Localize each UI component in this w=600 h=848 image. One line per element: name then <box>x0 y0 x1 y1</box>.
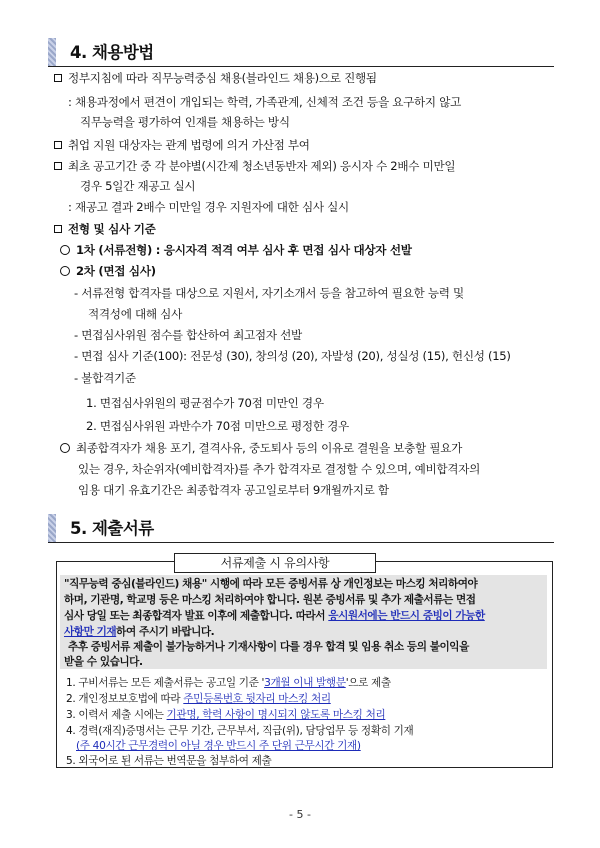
circle-bullet-icon <box>60 443 70 453</box>
notice-highlight: 사항만 기재 <box>64 626 117 638</box>
notice-title: 서류제출 시 유의사항 <box>174 553 376 573</box>
doc-list-highlight: 기관명, 학력 사항이 명시되지 않도록 마스킹 처리 <box>166 709 386 721</box>
notice-highlight: 응시원서에는 반드시 증빙이 가능한 <box>328 610 485 622</box>
doc-list-item: 5. 외국어로 된 서류는 번역문을 첨부하여 제출 <box>66 755 272 767</box>
circle-item-3-cont: 있는 경우, 차순위자(예비합격자)를 추가 합격자로 결정할 수 있으며, 예비합격자의 <box>78 462 480 476</box>
section-marker-icon <box>48 514 56 542</box>
square-bullet-icon <box>54 141 62 149</box>
sub-line: : 재공고 결과 2배수 미만일 경우 지원자에 대한 심사 실시 <box>68 200 349 214</box>
circle-item-1: 1차 (서류전형) : 응시자격 적격 여부 심사 후 면접 심사 대상자 선발 <box>60 242 412 258</box>
section-4-title: 4. 채용방법 <box>70 43 154 62</box>
circle-item-2: 2차 (면접 심사) <box>60 263 156 279</box>
page-number: - 5 - <box>289 808 311 821</box>
notice-line: "직무능력 중심(블라인드) 채용" 시행에 따라 모든 증빙서류 상 개인정보는 마스킹 처리하여야 <box>64 578 478 590</box>
circle-item-3: 최종합격자가 채용 포기, 결격사유, 중도퇴사 등의 이유로 결원을 보충할 필요가 <box>60 440 462 456</box>
notice-line: 받을 수 있습니다. <box>64 656 143 668</box>
doc-list-item: 3. 이력서 제출 시에는 기관명, 학력 사항이 명시되지 않도록 마스킹 처리 <box>66 709 386 721</box>
square-bullet-icon <box>54 162 62 170</box>
dash-line-cont: 적격성에 대해 심사 <box>88 307 182 321</box>
doc-list-item: 1. 구비서류는 모든 제출서류는 공고일 기준 '3개월 이내 발행분'으로 제출 <box>66 677 391 689</box>
section-marker-icon <box>48 38 56 66</box>
notice-line: 사항만 기재하여 주시기 바랍니다. <box>64 626 215 638</box>
bullet-line-criteria: 전형 및 심사 기준 <box>54 221 156 237</box>
bullet-line: 취업 지원 대상자는 관계 법령에 의거 가산점 부여 <box>54 137 310 153</box>
bullet-line: 최초 공고기간 중 각 분야별(시간제 청소년동반자 제외) 응시자 수 2배수 미만일 <box>54 158 455 174</box>
sub-line: : 채용과정에서 편견이 개입되는 학력, 가족관계, 신체적 조건 등을 요구하지 않고 <box>68 95 462 109</box>
fail-criterion-2: 2. 면접심사위원 과반수가 70점 미만으로 평정한 경우 <box>86 419 349 433</box>
doc-list-item: 4. 경력(재직)증명서는 근무 기간, 근무부서, 직급(위), 담당업무 등 정확히 기재 <box>66 725 414 737</box>
sub-line: 직무능력을 평가하여 인재를 채용하는 방식 <box>80 115 290 129</box>
circle-bullet-icon <box>60 266 70 276</box>
notice-line: 하며, 기관명, 학교명 등은 마스킹 처리하여야 합니다. 원본 증빙서류 및 추가 제출서류는 면접 <box>64 594 476 606</box>
square-bullet-icon <box>54 74 62 82</box>
fail-criterion-1: 1. 면접심사위원의 평균점수가 70점 미만인 경우 <box>86 396 324 410</box>
section-4-header <box>48 36 554 67</box>
doc-list-highlight: (주 40시간 근무경력이 아닐 경우 반드시 주 단위 근무시간 기재) <box>76 740 361 752</box>
sub-line: 경우 5일간 재공고 실시 <box>80 179 196 193</box>
circle-item-3-cont: 임용 대기 유효기간은 최종합격자 공고일로부터 9개월까지로 함 <box>78 483 389 497</box>
doc-list-highlight: 주민등록번호 뒷자리 마스킹 처리 <box>183 693 331 705</box>
dash-line: - 면접심사위원 점수를 합산하여 최고점자 선발 <box>74 328 302 342</box>
circle-bullet-icon <box>60 245 70 255</box>
square-bullet-icon <box>54 225 62 233</box>
doc-list-highlight: 3개월 이내 발행분 <box>264 677 346 689</box>
section-5-header <box>48 512 554 543</box>
bullet-line: 정부지침에 따라 직무능력중심 채용(블라인드 채용)으로 진행됨 <box>54 70 377 86</box>
doc-list-item: 2. 개인정보보호법에 따라 주민등록번호 뒷자리 마스킹 처리 <box>66 693 331 705</box>
dash-line: - 불합격기준 <box>74 371 136 385</box>
notice-line: 추후 증빙서류 제출이 불가능하거나 기재사항이 다를 경우 합격 및 임용 취소 등의 불이익을 <box>68 641 469 653</box>
section-5-title: 5. 제출서류 <box>70 519 154 538</box>
doc-list-item-cont <box>76 739 361 753</box>
dash-line: - 서류전형 합격자를 대상으로 지원서, 자기소개서 등을 참고하여 필요한 능력 및 <box>74 286 464 300</box>
notice-line: 심사 당일 또는 최종합격자 발표 이후에 제출합니다. 따라서 응시원서에는 반드시 증빙이 가능한 <box>64 610 485 622</box>
dash-line: - 면접 심사 기준(100): 전문성 (30), 창의성 (20), 자발성 (20), 성실성 (15), 헌신성 (15) <box>74 349 511 363</box>
